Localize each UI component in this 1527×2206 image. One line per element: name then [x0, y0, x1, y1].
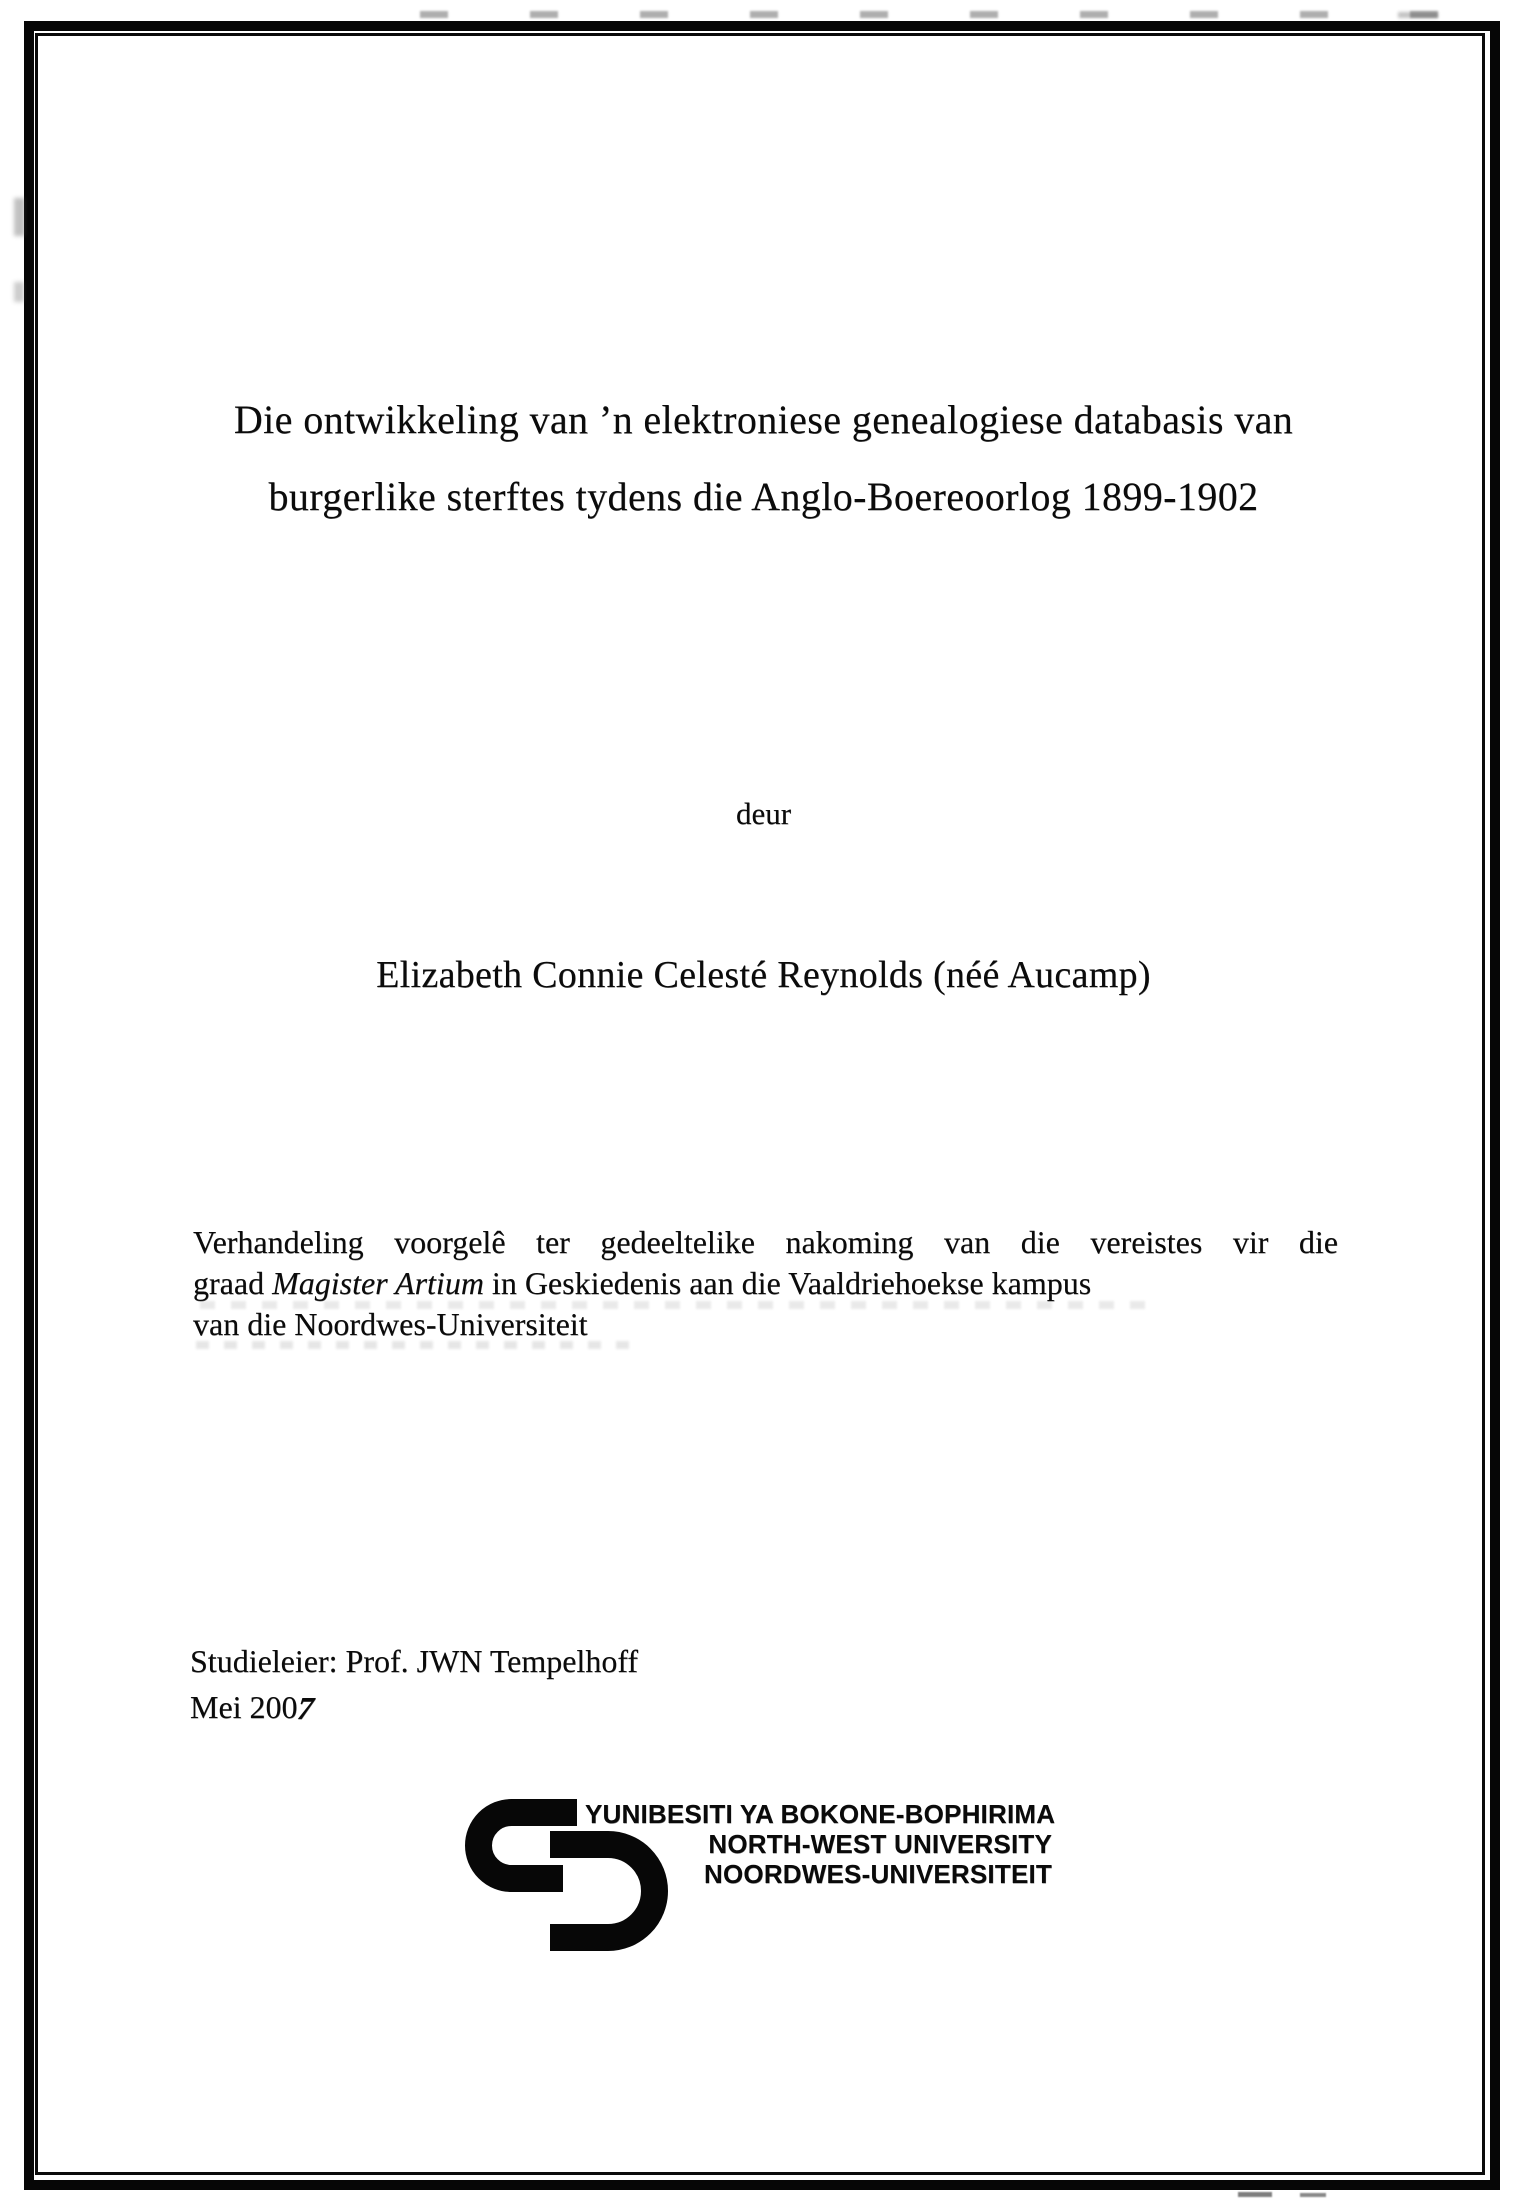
date-line [190, 1684, 638, 1730]
scan-artifact [420, 11, 1450, 18]
statement-line: Verhandeling voorgelê ter gedeeltelike nakoming van die vereistes vir die [193, 1224, 1338, 1260]
scan-artifact [1398, 12, 1438, 18]
degree-statement [193, 1222, 1338, 1345]
thesis-title [0, 381, 1527, 535]
statement-line: van die Noordwes-Universiteit [193, 1306, 588, 1342]
date-digit: 7 [292, 1690, 319, 1726]
byline-deur: deur [735, 796, 792, 831]
scan-artifact [14, 282, 24, 302]
author-name: Elizabeth Connie Celesté Reynolds (néé Aucamp) [376, 954, 1151, 996]
university-name-line: NOORDWES-UNIVERSITEIT [704, 1859, 1052, 1889]
scan-artifact [1238, 2192, 1272, 2197]
statement-line [193, 1263, 1338, 1304]
statement-text-segment: in Geskiedenis aan die Vaaldriehoekse kampus [483, 1265, 1092, 1301]
title-line: Die ontwikkeling van ’n elektroniese genealogiese databasis van [233, 397, 1294, 442]
statement-text-segment: graad [193, 1265, 273, 1301]
university-name-block [585, 1799, 1056, 1889]
supervisor-block [190, 1638, 638, 1730]
supervisor-line: Studieleier: Prof. JWN Tempelhoff [190, 1643, 639, 1679]
degree-name-italic: Magister Artium [272, 1265, 484, 1301]
scan-artifact [1300, 2193, 1326, 2197]
university-name-line: NORTH-WEST UNIVERSITY [708, 1829, 1052, 1859]
date-prefix: Mei 200 [190, 1689, 298, 1725]
title-line: burgerlike sterftes tydens die Anglo-Boereoorlog 1899-1902 [268, 474, 1259, 519]
university-name-line: YUNIBESITI YA BOKONE-BOPHIRIMA [585, 1799, 1056, 1829]
